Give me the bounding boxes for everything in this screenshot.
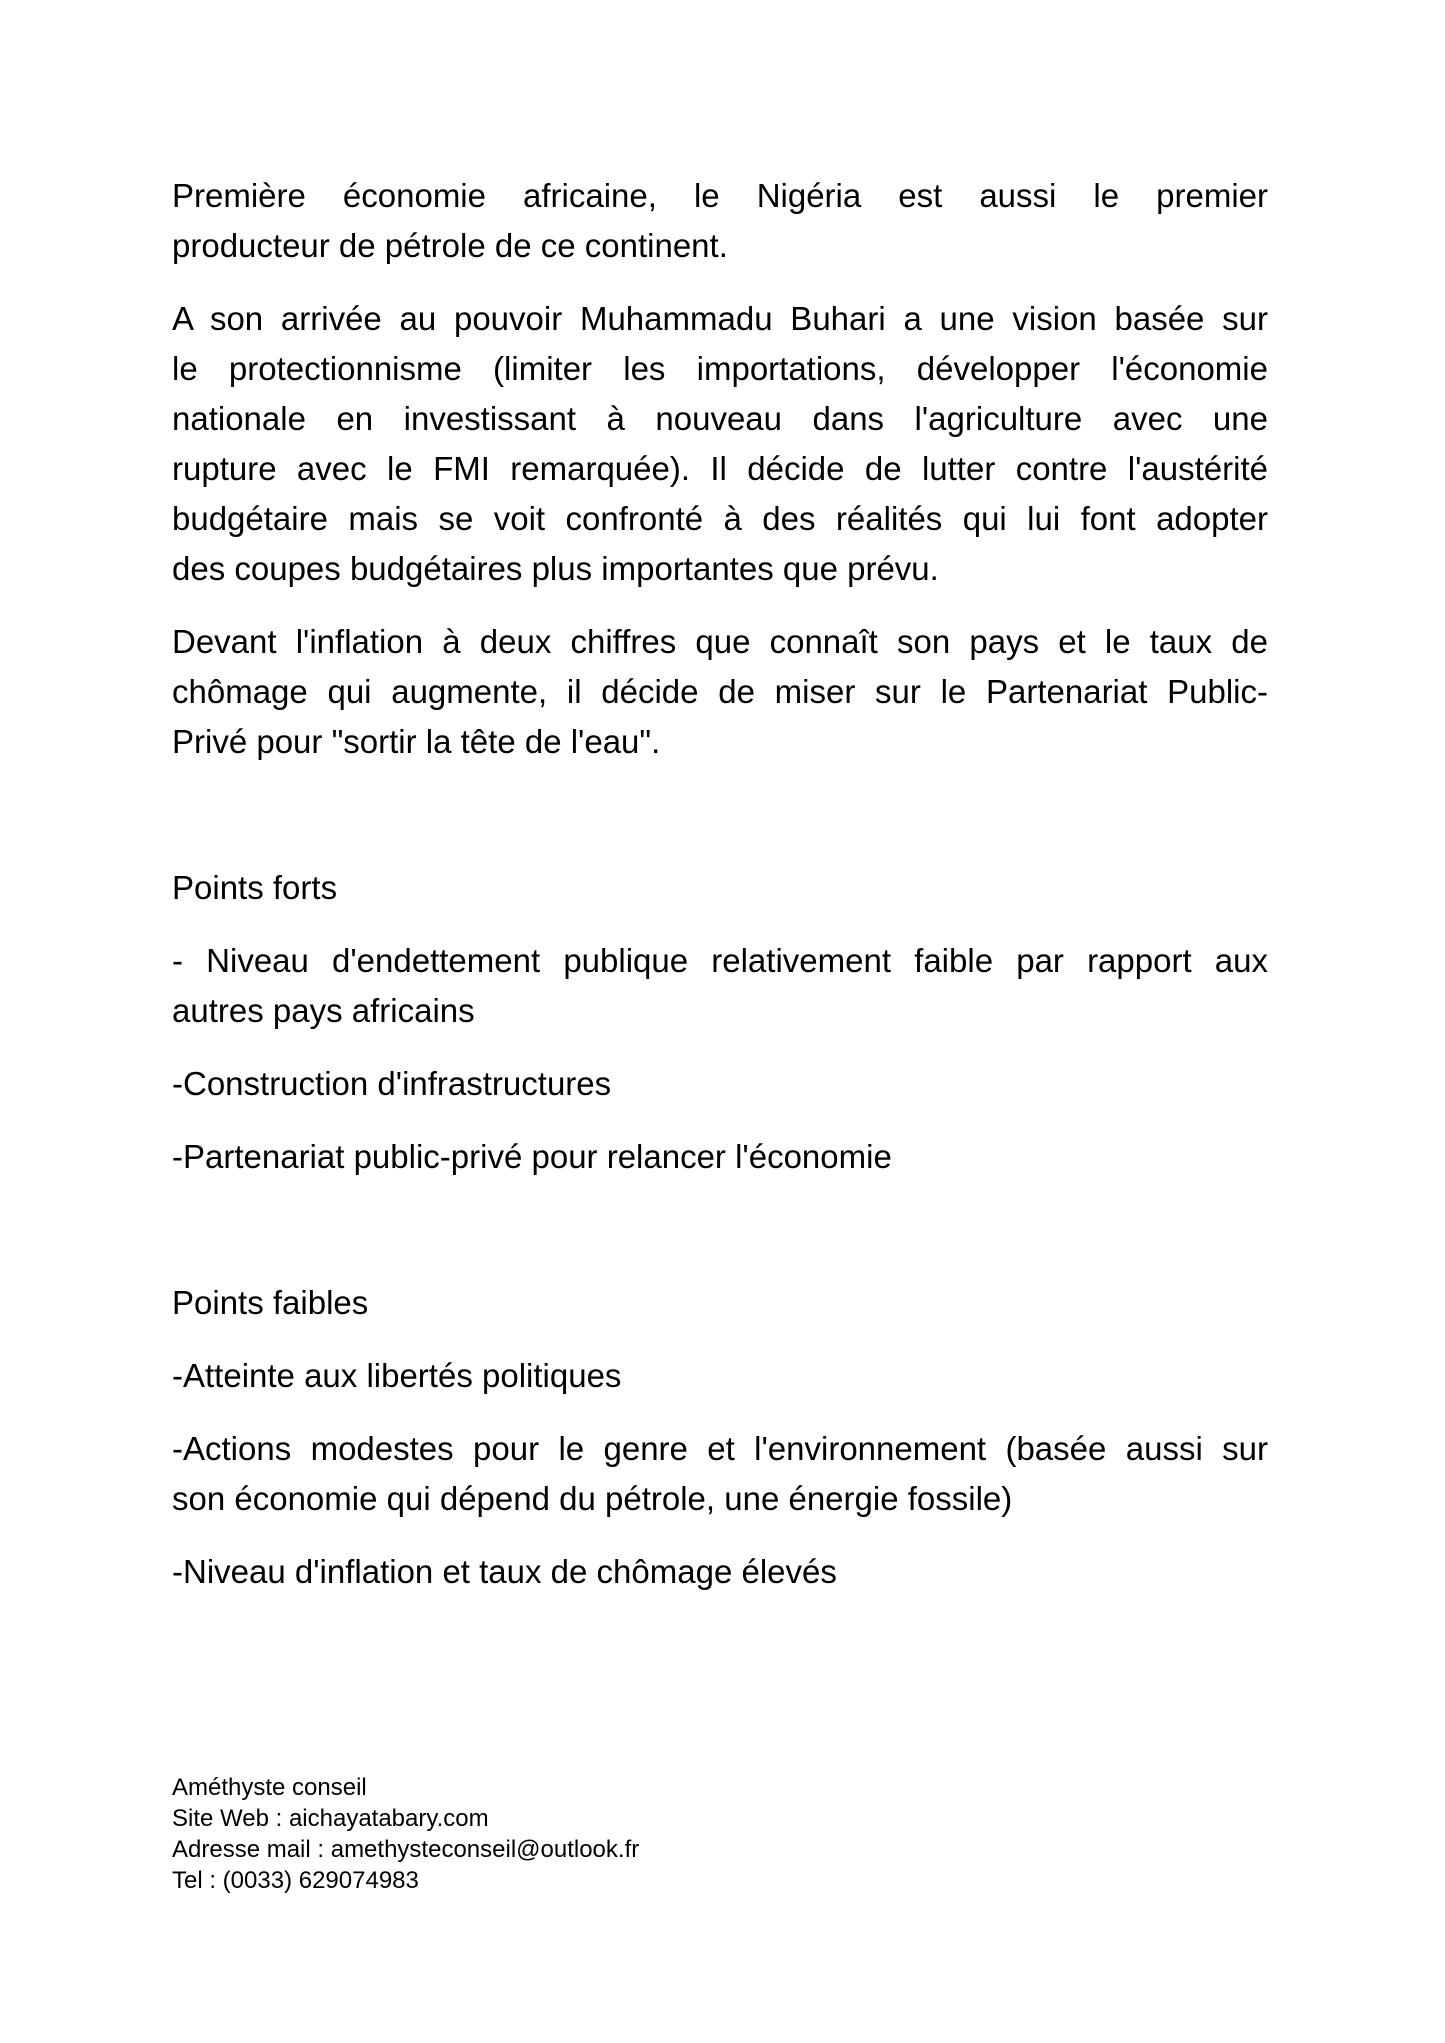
text-line: rupture avec le FMI remarquée). Il décide de lutter contre l'austérité — [172, 450, 1268, 487]
text-line: producteur de pétrole de ce continent. — [172, 227, 728, 264]
footer-email: Adresse mail : amethysteconseil@outlook.fr — [172, 1836, 640, 1863]
blank-line — [172, 1205, 1268, 1278]
text-line: nationale en investissant à nouveau dans l'agriculture avec une — [172, 400, 1268, 437]
text-line: autres pays africains — [172, 992, 475, 1029]
contact-footer — [172, 1772, 1268, 1896]
paragraph — [172, 936, 1268, 1036]
blank-line — [172, 790, 1268, 863]
strengths-heading: Points forts — [172, 869, 338, 906]
weaknesses-list — [172, 1351, 1268, 1597]
paragraph — [172, 294, 1268, 594]
paragraph — [172, 1059, 1268, 1109]
text-line: -Actions modestes pour le genre et l'environnement (basée aussi sur — [172, 1430, 1268, 1467]
text-line: -Atteinte aux libertés politiques — [172, 1357, 622, 1394]
text-line: des coupes budgétaires plus importantes que prévu. — [172, 550, 939, 587]
text-line: Première économie africaine, le Nigéria est aussi le premier — [172, 177, 1268, 214]
text-line: -Construction d'infrastructures — [172, 1065, 612, 1102]
intro-paragraphs — [172, 171, 1268, 767]
paragraph — [172, 1547, 1268, 1597]
paragraph — [172, 617, 1268, 767]
paragraph — [172, 1424, 1268, 1524]
paragraph — [172, 1132, 1268, 1182]
strengths-list — [172, 936, 1268, 1182]
text-line: budgétaire mais se voit confronté à des réalités qui lui font adopter — [172, 500, 1268, 537]
footer-website: Site Web : aichayatabary.com — [172, 1805, 489, 1832]
document-content — [172, 171, 1268, 1896]
text-line: - Niveau d'endettement publique relativement faible par rapport aux — [172, 942, 1268, 979]
text-line: chômage qui augmente, il décide de miser sur le Partenariat Public- — [172, 673, 1268, 710]
text-line: -Niveau d'inflation et taux de chômage élevés — [172, 1553, 837, 1590]
paragraph — [172, 1351, 1268, 1401]
paragraph — [172, 171, 1268, 271]
text-line: Devant l'inflation à deux chiffres que connaît son pays et le taux de — [172, 623, 1268, 660]
weaknesses-heading: Points faibles — [172, 1284, 369, 1321]
text-line: le protectionnisme (limiter les importations, développer l'économie — [172, 350, 1268, 387]
footer-phone: Tel : (0033) 629074983 — [172, 1867, 419, 1894]
footer-company-name: Améthyste conseil — [172, 1774, 367, 1801]
text-line: Privé pour "sortir la tête de l'eau". — [172, 723, 661, 760]
text-line: -Partenariat public-privé pour relancer l'économie — [172, 1138, 892, 1175]
text-line: son économie qui dépend du pétrole, une énergie fossile) — [172, 1480, 1013, 1517]
text-line: A son arrivée au pouvoir Muhammadu Buhari a une vision basée sur — [172, 300, 1268, 337]
